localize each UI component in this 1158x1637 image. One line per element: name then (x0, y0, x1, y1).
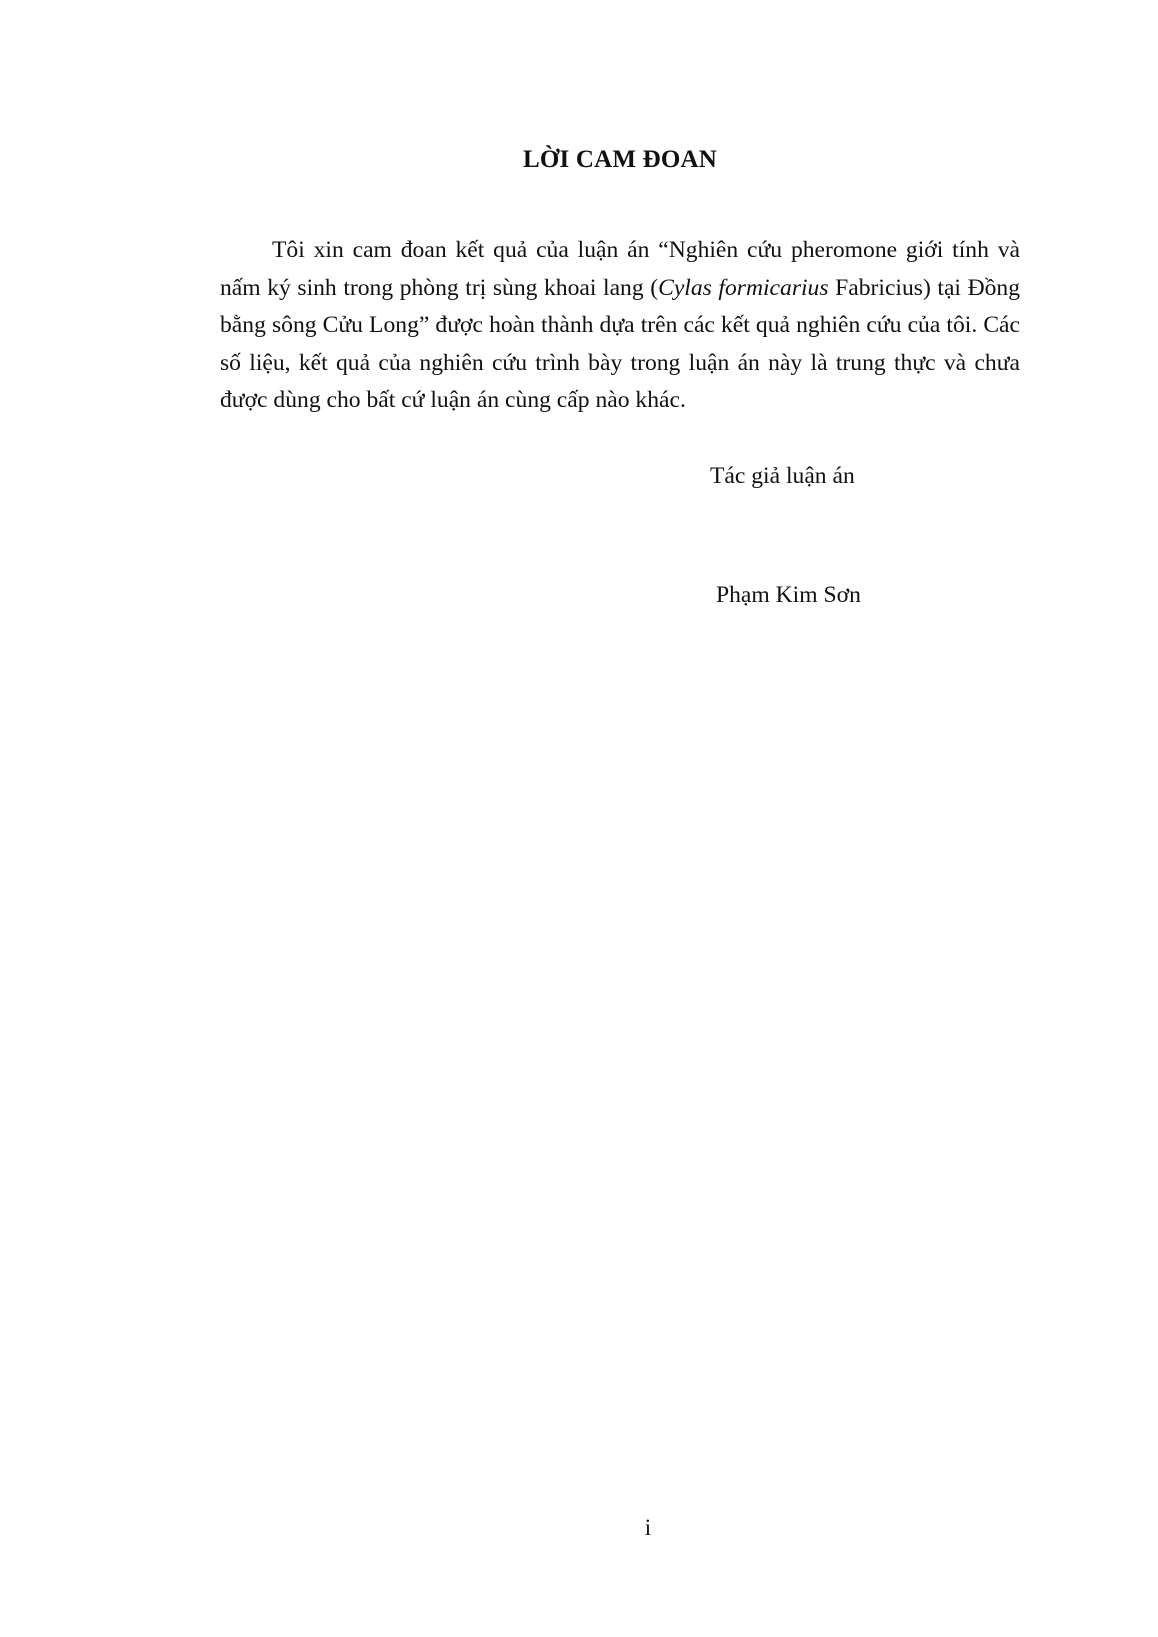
author-name: Phạm Kim Sơn (716, 582, 861, 608)
author-label: Tác giả luận án (710, 463, 855, 489)
page-title: LỜI CAM ĐOAN (522, 146, 718, 173)
page-number: i (644, 1515, 652, 1540)
species-name: Cylas formicarius (658, 274, 829, 301)
paragraph-text-part1: Tôi xin cam đoan kết quả của luận án “Nghiên cứu pheromone giới tính và nấm ký sinh trong phòng trị sùng khoai lang ( (220, 237, 1020, 301)
paragraph-text-part2: Fabricius) tại Đồng bằng sông Cửu Long” được hoàn thành dựa trên các kết quả nghiên cứu của tôi. Các số liệu, kết quả của nghiên cứu trình bày trong luận án này là trung thực và chưa được dùng cho bất cứ luận án cùng cấp nào khác. (220, 274, 1020, 413)
declaration-paragraph (220, 232, 1020, 420)
